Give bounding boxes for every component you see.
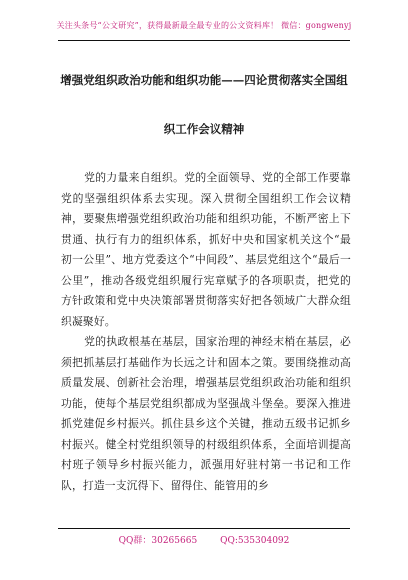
paragraph-2 — [61, 332, 351, 496]
footer-divider — [58, 528, 350, 529]
document-title-line-1: 增强党组织政治功能和组织功能——四论贯彻落实全国组 — [60, 73, 348, 87]
header-note: 关注头条号“公文研究”，获得最新最全最专业的公文资料库！ 微信：gongwenyj — [56, 21, 352, 30]
document-body — [61, 168, 351, 496]
paragraph-1 — [61, 168, 351, 332]
footer-contact — [0, 533, 408, 546]
document-title-line-2: 织工作会议精神 — [163, 122, 245, 136]
footer-qq-number: QQ:535304092 — [220, 536, 290, 546]
paragraph-1-text: 党的力量来自组织。党的全面领导、党的全部工作要靠党的坚强组织体系去实现。深入贯彻全国组织工作会议精神，要聚焦增强党组织政治功能和组织功能，不断严密上下贯通、执行有力的组织体系，抓好中央和国家机关这个“最初一公里”、地方党委这个“中间段”、基层党组这个“最后一公里”，推动各级党组织履行宪章赋予的各项职责，把党的方针政策和党中央决策部署贯彻落实好把各领域广大群众组织凝聚好。 — [61, 171, 351, 328]
footer-qq-group: QQ群：30265665 — [118, 536, 198, 546]
header-divider — [58, 40, 350, 41]
paragraph-2-text: 党的执政根基在基层，国家治理的神经末梢在基层，必须把抓基层打基础作为长远之计和固本之策。要围绕推动高质量发展、创新社会治理，增强基层党组织政治功能和组织功能，使每个基层党组织都成为坚强战斗堡垒。要深入推进抓党建促乡村振兴。抓住县乡这个关键，推动五级书记抓乡村振兴。健全村党组织领导的村级组织体系，全面培训提高村班子领导乡村振兴能力，派强用好驻村第一书记和工作队，打造一支沉得下、留得住、能管用的乡 — [61, 335, 351, 492]
